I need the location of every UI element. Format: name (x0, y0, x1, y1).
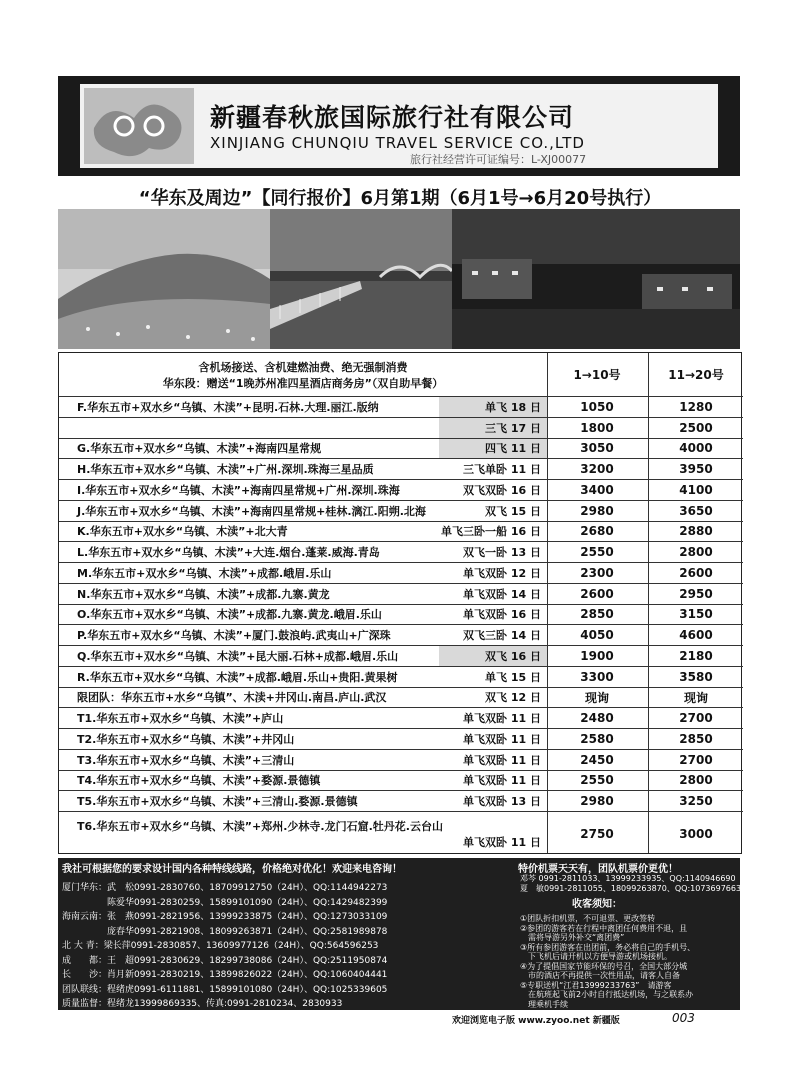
table-row (59, 666, 743, 687)
transport-label: 双飞三卧 14 日 (463, 629, 541, 643)
price-1-10: 2450 (580, 752, 614, 767)
route-label: Q.华东五市+双水乡“乌镇、木渎”+昆大丽.石林+成都.峨眉.乐山 (77, 649, 399, 663)
header-banner (58, 76, 740, 176)
contact-row: 海南云南：张 燕0991-2821956、13999233875（24H）、QQ:1273033109 (62, 912, 388, 922)
page-number: 003 (672, 1011, 695, 1025)
transport-label: 单飞双卧 12 日 (463, 566, 541, 580)
intro-line-1: 含机场接送、含机建燃油费、绝无强制消费 (198, 360, 408, 374)
price-11-20: 2800 (679, 545, 713, 560)
ticket-heading: 特价机票天天有，团队机票价更优！ (518, 864, 678, 875)
notice-item: 需将导游另外补交“离团费” (520, 933, 625, 942)
table-row (59, 583, 743, 604)
route-label: T3.华东五市+双水乡“乌镇、木渎”+三清山 (77, 753, 295, 767)
table-row (59, 728, 743, 749)
notice-title: 收客须知： (572, 899, 622, 910)
route-label: T1.华东五市+双水乡“乌镇、木渎”+庐山 (77, 712, 284, 726)
price-1-10: 3200 (580, 462, 614, 477)
price-1-10: 2480 (580, 711, 614, 726)
contact-row: 团队联线：程绪虎0991-6111881、15899101080（24H）、QQ:1025339605 (62, 984, 388, 995)
table-row (59, 541, 743, 562)
price-1-10: 2750 (580, 826, 614, 841)
price-11-20: 2500 (679, 420, 713, 435)
footer-website: 欢迎浏览电子版 www.zyoo.net 新疆版 (452, 1016, 620, 1026)
transport-label: 双飞 12 日 (485, 691, 541, 705)
transport-label: 单飞双卧 11 日 (463, 753, 541, 767)
price-11-20: 2850 (679, 731, 713, 746)
price-11-20: 现询 (683, 690, 708, 705)
notice-item: ②参团的游客若在行程中离团任何费用不退，且 (520, 923, 688, 933)
route-label (77, 418, 457, 438)
price-11-20: 2950 (679, 586, 713, 601)
price-11-20: 2700 (679, 711, 713, 726)
route-label: O.华东五市+双水乡“乌镇、木渎”+成都.九寨.黄龙.峨眉.乐山 (77, 608, 382, 622)
contact-row: 质量监督：程绪龙13999869335、传真:0991-2810234、2830933 (62, 999, 343, 1009)
contact-row: 厦门华东：武 松0991-2830760、18709912750（24H）、QQ:1144942273 (62, 883, 388, 893)
transport-label: 三飞 17 日 (439, 418, 547, 438)
ticket-notice-box (512, 858, 740, 1010)
price-1-10: 1050 (580, 399, 614, 414)
lake-bridge-photo (270, 209, 452, 349)
transport-label: 四飞 11 日 (439, 439, 547, 459)
route-label: 限团队：华东五市+水乡“乌镇”、木渎+井冈山.南昌.庐山.武汉 (77, 691, 387, 705)
transport-label: 单飞双卧 13 日 (463, 795, 541, 809)
water-town-night-photo (452, 209, 740, 349)
contact-row: 成 都：王 超0991-2830629、18299738086（24H）、QQ:2511950874 (62, 955, 388, 966)
price-11-20: 3150 (679, 607, 713, 622)
price-1-10: 2600 (580, 586, 614, 601)
route-label: K.华东五市+双水乡“乌镇、木渎”+北大青 (77, 525, 288, 539)
route-label: P.华东五市+双水乡“乌镇、木渎”+厦门.鼓浪屿.武夷山+广深珠 (77, 629, 391, 643)
price-1-10: 2850 (580, 607, 614, 622)
table-row (59, 521, 743, 542)
transport-label: 单飞双卧 11 日 (463, 712, 541, 726)
contact-row: 北 大 青：梁长萍0991-2830857、13609977126（24H）、QQ:564596253 (62, 941, 379, 951)
price-1-10: 4050 (580, 628, 614, 643)
notice-item: 下飞机后请开机以方便导游或机场接机。 (520, 952, 672, 961)
table-row (59, 562, 743, 583)
table-row (59, 790, 743, 811)
route-label: J.华东五市+双水乡“乌镇、木渎”+海南四星常规+桂林.漓江.阳朔.北海 (77, 504, 426, 518)
price-1-10: 2580 (580, 731, 614, 746)
contact-row: 长 沙：肖月新0991-2830219、13899826022（24H）、QQ:1060404441 (62, 970, 388, 980)
table-row (59, 479, 743, 500)
price-1-10: 3300 (580, 669, 614, 684)
table-row (59, 500, 743, 521)
ticket-phone-2: 夏 敏0991-2811055、18099263870、QQ:1073697663 (520, 884, 742, 893)
price-11-20: 4000 (679, 441, 713, 456)
price-11-20: 3650 (679, 503, 713, 518)
photo-strip (58, 209, 740, 349)
price-1-10: 2550 (580, 545, 614, 560)
transport-label: 三飞单卧 11 日 (463, 463, 541, 477)
transport-label: 单飞三卧一船 16 日 (441, 525, 541, 539)
transport-label: 单飞双卧 11 日 (463, 835, 541, 849)
route-label: T2.华东五市+双水乡“乌镇、木渎”+井冈山 (77, 732, 295, 746)
price-11-20: 3250 (679, 794, 713, 809)
table-intro (59, 353, 547, 396)
route-label: L.华东五市+双水乡“乌镇、木渎”+大连.烟台.蓬莱.威海.青岛 (77, 546, 380, 560)
table-row (59, 604, 743, 625)
header-inner (80, 84, 718, 168)
transport-label: 单飞双卧 14 日 (463, 587, 541, 601)
table-header-row (59, 353, 743, 396)
license-number: 旅行社经营许可证编号：L-XJ00077 (410, 153, 587, 166)
price-11-20: 4600 (679, 628, 713, 643)
table-row (59, 396, 743, 417)
page-title: “华东及周边”【同行报价】6月第1期（6月1号→6月20号执行） (138, 188, 662, 209)
notice-item: 市的酒店不再提供一次性用品，请客人自备 (520, 971, 680, 980)
contact-row: 庞春华0991-2821908、18099263871（24H）、QQ:2581989878 (62, 926, 388, 937)
price-11-20: 2700 (679, 752, 713, 767)
coastal-landscape-photo (58, 209, 270, 349)
price-1-10: 2300 (580, 565, 614, 580)
notice-item: 理乘机手续 (520, 999, 568, 1009)
price-11-20: 3950 (679, 462, 713, 477)
transport-label: 双飞一卧 13 日 (463, 546, 541, 560)
table-row (59, 417, 743, 438)
intro-line-2: 华东段：赠送“1晚苏州准四星酒店商务房”（双自助早餐） (162, 376, 444, 390)
transport-label: 单飞双卧 11 日 (463, 774, 541, 788)
price-1-10: 1800 (580, 420, 614, 435)
company-name-cn: 新疆春秋旅国际旅行社有限公司 (210, 103, 575, 132)
table-row (59, 624, 743, 645)
transport-label: 双飞 16 日 (439, 646, 547, 666)
transport-label: 单飞 15 日 (485, 670, 541, 684)
table-row (59, 687, 743, 708)
table-row (59, 458, 743, 479)
table-row (59, 645, 743, 666)
table-row (59, 438, 743, 459)
price-1-10: 2550 (580, 773, 614, 788)
notice-item: 在航班起飞前2小时自行抵达机场，与之联系办 (520, 990, 694, 999)
notice-item: ③所有参团游客在出团前，务必将自己的手机号、 (520, 942, 696, 952)
route-label: F.华东五市+双水乡“乌镇、木渎”+昆明.石林.大理.丽江.版纳 (77, 400, 379, 414)
price-1-10: 3400 (580, 482, 614, 497)
price-11-20: 1280 (679, 399, 713, 414)
table-row (59, 770, 743, 791)
transport-label: 单飞双卧 16 日 (463, 608, 541, 622)
transport-label: 单飞双卧 11 日 (463, 732, 541, 746)
route-label: T5.华东五市+双水乡“乌镇、木渎”+三清山.婺源.景德镇 (77, 795, 358, 809)
route-label: M.华东五市+双水乡“乌镇、木渎”+成都.峨眉.乐山 (77, 566, 332, 580)
route-label: H.华东五市+双水乡“乌镇、木渎”+广州.深圳.珠海三星品质 (77, 463, 374, 477)
price-11-20: 3000 (679, 826, 713, 841)
price-11-20: 2800 (679, 773, 713, 788)
company-name-en: XINJIANG CHUNQIU TRAVEL SERVICE CO.,LTD (210, 134, 585, 152)
column-header-1-10: 1→10号 (573, 368, 621, 382)
route-label: G.华东五市+双水乡“乌镇、木渎”+海南四星常规 (77, 442, 322, 456)
column-header-11-20: 11→20号 (668, 368, 724, 382)
table-row-t6 (59, 811, 743, 855)
route-label: T4.华东五市+双水乡“乌镇、木渎”+婺源.景德镇 (77, 774, 321, 788)
route-label: I.华东五市+双水乡“乌镇、木渎”+海南四星常规+广州.深圳.珠海 (77, 483, 400, 497)
price-11-20: 2180 (679, 648, 713, 663)
price-1-10: 现询 (584, 690, 609, 705)
contacts-heading: 我社可根据您的要求设计国内各种特线线路，价格绝对优化！欢迎来电咨询！ (62, 864, 402, 875)
price-11-20: 3580 (679, 669, 713, 684)
table-row (59, 707, 743, 728)
route-label: R.华东五市+双水乡“乌镇、木渎”+成都.峨眉.乐山+贵阳.黄果树 (77, 670, 398, 684)
transport-label: 双飞双卧 16 日 (463, 483, 541, 497)
price-table (58, 352, 742, 854)
notice-item: ④为了提倡国家节能环保的号召，全国大部分城 (520, 961, 688, 971)
transport-label: 双飞 15 日 (485, 504, 541, 518)
price-11-20: 2600 (679, 565, 713, 580)
contact-list (58, 858, 510, 1010)
price-1-10: 2680 (580, 524, 614, 539)
route-label: N.华东五市+双水乡“乌镇、木渎”+成都.九寨.黄龙 (77, 587, 330, 601)
transport-label: 单飞 18 日 (439, 397, 547, 417)
notice-item: ⑤专职送机“江君13999233763” 请游客 (520, 980, 672, 990)
ticket-phone-1: 邓芩 0991-2811033、13999233935、QQ:1140946690 (520, 874, 736, 883)
price-11-20: 4100 (679, 482, 713, 497)
route-label: T6.华东五市+双水乡“乌镇、木渎”+郑州.少林寺.龙门石窟.牡丹花.云台山 (77, 819, 443, 833)
price-1-10: 2980 (580, 503, 614, 518)
price-11-20: 2880 (679, 524, 713, 539)
contacts-panel (58, 858, 740, 1010)
notice-item: ①团队折扣机票，不可退票、更改签转 (520, 914, 656, 923)
price-1-10: 3050 (580, 441, 614, 456)
table-row (59, 749, 743, 770)
price-1-10: 2980 (580, 794, 614, 809)
price-1-10: 1900 (580, 648, 614, 663)
contact-row: 陈爱华0991-2830259、15899101090（24H）、QQ:1429482399 (62, 897, 388, 908)
company-logo-icon (84, 88, 194, 164)
